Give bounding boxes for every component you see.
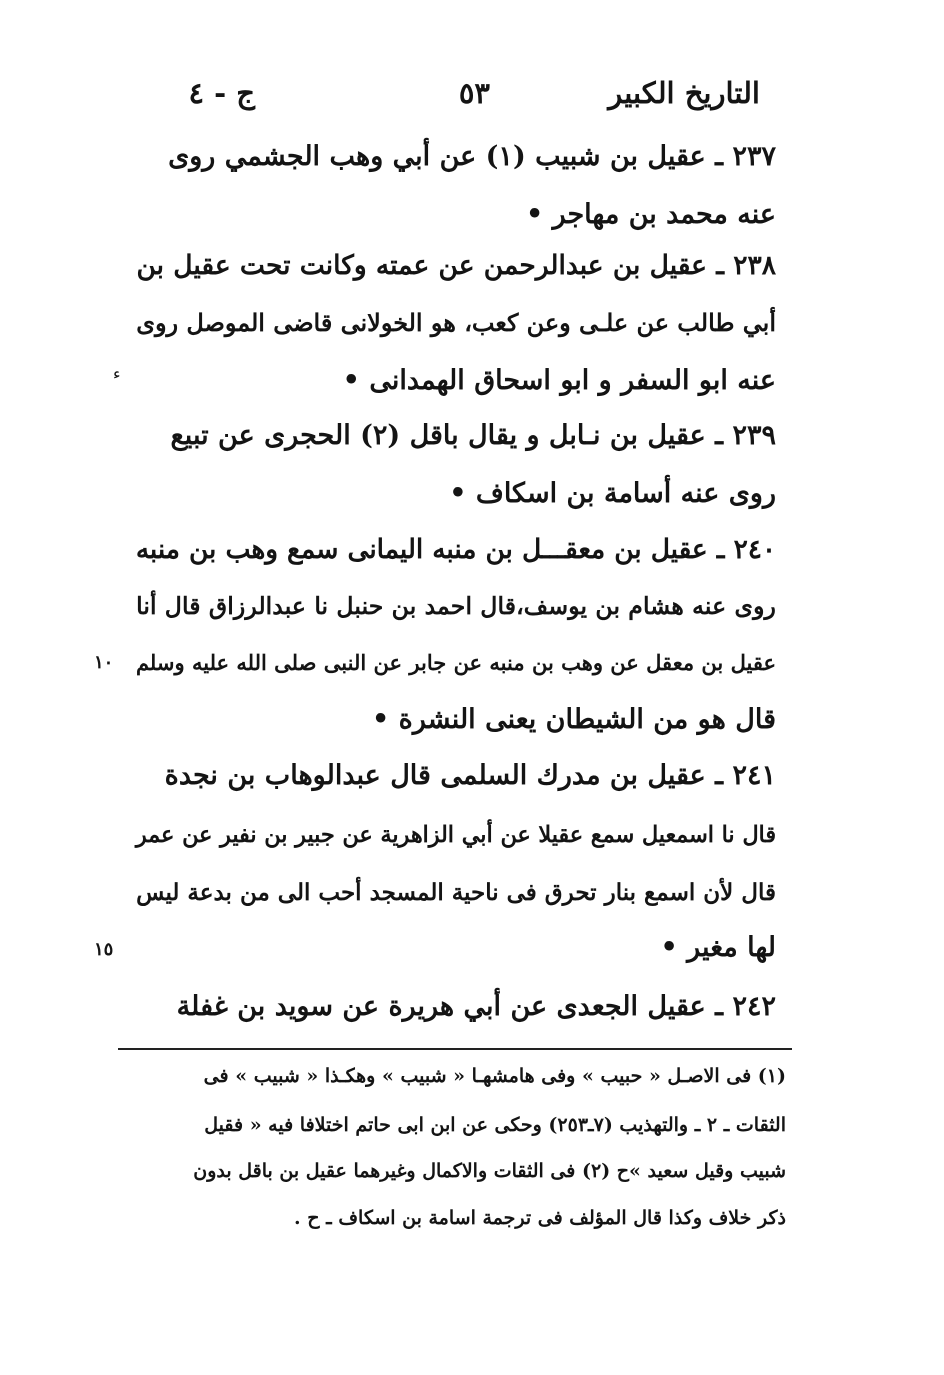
page-number: ٥٣ <box>458 76 490 110</box>
book-title: التاريخ الكبير <box>608 76 760 110</box>
entry-239-line-2: روى عنه أسامة بن اسكاف • <box>449 478 776 509</box>
entry-237-line-1: ٢٣٧ ـ عقيل بن شبيب (١) عن أبي وهب الجشمي روى <box>168 141 776 172</box>
running-header <box>160 76 760 126</box>
margin-line-number-15: ١٥ <box>94 939 114 960</box>
footnote-line-2: الثقات ـ ٢ ـ والتهذيب (٧ـ٢٥٣) وحكى عن ابن ابى حاتم اختلافا فيه « فقيل <box>204 1114 786 1136</box>
entry-241-line-2: قال نا اسمعيل سمع عقيلا عن أبي الزاهرية عن جبير بن نفير عن عمر <box>135 822 776 848</box>
footnote-line-3: شبيب وقيل سعيد »ح (٢) فى الثقات والاكمال وغيرهما عقيل بن باقل بدون <box>193 1160 786 1182</box>
footnote-separator <box>118 1048 792 1050</box>
entry-239-line-1: ٢٣٩ ـ عقيل بن نـابل و يقال باقل (٢) الحجرى عن تبيع <box>170 420 776 451</box>
entry-240-line-4: قال هو من الشيطان يعنى النشرة • <box>372 704 776 735</box>
entry-241-line-3: قال لأن اسمع بنار تحرق فى ناحية المسجد أحب الى من بدعة ليس <box>136 879 776 906</box>
entry-241-line-4: لها مغير • <box>660 932 776 963</box>
entry-242-line-1: ٢٤٢ ـ عقيل الجعدى عن أبي هريرة عن سويد بن غفلة <box>176 991 776 1022</box>
margin-mark: ء <box>113 364 121 383</box>
entry-238-line-2: أبي طالب عن علـى وعن كعب، هو الخولانى قاضى الموصل روى <box>136 309 776 337</box>
entry-240-line-1: ٢٤٠ ـ عقيل بن معقـــل بن منبه اليمانى سمع وهب بن منبه <box>135 534 776 565</box>
volume-label: ج - ٤ <box>188 76 255 110</box>
margin-line-number-10: ١٠ <box>94 652 114 673</box>
footnote-line-4: ذكر خلاف وكذا قال المؤلف فى ترجمة اسامة بن اسكاف ـ ح . <box>294 1207 786 1229</box>
entry-237-line-2: عنه محمد بن مهاجر • <box>525 199 776 230</box>
entry-241-line-1: ٢٤١ ـ عقيل بن مدرك السلمى قال عبدالوهاب بن نجدة <box>164 760 776 791</box>
footnote-line-1: (١) فى الاصـل « حبيب » وفى هامشهـا « شبيب » وهكـذا « شبيب » فى <box>203 1065 786 1087</box>
entry-238-line-3: عنه ابو السفر و ابو اسحاق الهمدانى • <box>342 365 776 396</box>
entry-238-line-1: ٢٣٨ ـ عقيل بن عبدالرحمن عن عمته وكانت تحت عقيل بن <box>136 250 776 281</box>
entry-240-line-2: روى عنه هشام بن يوسف،قال احمد بن حنبل نا عبدالرزاق قال أنا <box>136 592 776 620</box>
entry-240-line-3: عقيل بن معقل عن وهب بن منبه عن جابر عن النبى صلى الله عليه وسلم <box>135 650 776 675</box>
